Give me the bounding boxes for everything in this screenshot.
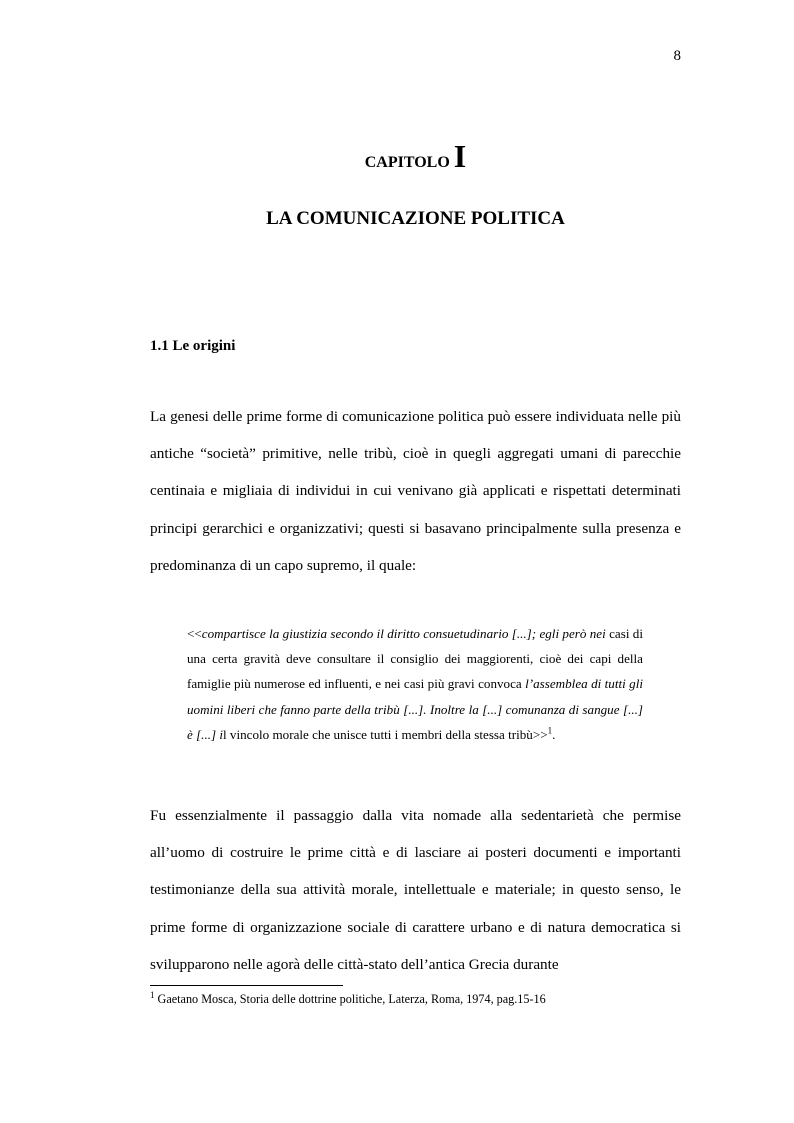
footnote-divider	[150, 985, 343, 986]
footnote-text: Gaetano Mosca, Storia delle dottrine politiche, Laterza, Roma, 1974, pag.15-16	[154, 992, 546, 1006]
quote-italic-part: compartisce la giustizia secondo il diritto consuetudinario [...]; egli però nei	[201, 626, 606, 641]
quote-open: <<	[187, 626, 202, 641]
chapter-title	[150, 136, 681, 183]
section-heading: 1.1 Le origini	[150, 338, 236, 354]
footnote	[150, 990, 681, 1008]
quote-end-punctuation: .	[552, 726, 556, 742]
quote-roman-part: casi di una certa gravità deve consultare il consiglio dei maggiorenti, cioè dei capi della famiglie più numerose ed influenti, e nei casi più gravi convoca	[187, 626, 643, 692]
chapter-subtitle: LA COMUNICAZIONE POLITICA	[266, 208, 565, 229]
quote-italic-part: l’assemblea di tutti gli uomini liberi che fanno parte della tribù [...]. Inoltre la [...] comunanza di sangue [...] è [...] i	[187, 676, 643, 742]
chapter-numeral: I	[453, 138, 467, 174]
body-paragraph: La genesi delle prime forme di comunicazione politica può essere individuata nelle più antiche “società” primitive, nelle tribù, cioè in quegli aggregati umani di parecchie centinaia e migliaia di individui in cui venivano già applicati e rispettati determinati principi gerarchici e organizzativi; questi si basavano principalmente sulla presenza e predominanza di un capo supremo, il quale:	[150, 408, 681, 574]
chapter-label: CAPITOLO	[364, 154, 450, 171]
quote-close: >>	[532, 726, 548, 742]
footnote-reference[interactable]: 1	[547, 725, 553, 736]
quote-roman-part: l vincolo morale che unisce tutti i membri della stessa tribù	[223, 726, 533, 742]
page-number: 8	[673, 48, 681, 64]
footnote-number: 1	[150, 989, 155, 1000]
block-quote	[187, 621, 643, 747]
body-paragraph: Fu essenzialmente il passaggio dalla vita nomade alla sedentarietà che permise all’uomo di costruire le prime città e di lasciare ai posteri documenti e importanti testimonianze della sua attività morale, intellettuale e materiale; in questo senso, le prime forme di organizzazione sociale di carattere urbano e di natura democratica si svilupparono nelle agorà delle città-stato dell’antica Grecia durante	[150, 807, 681, 973]
